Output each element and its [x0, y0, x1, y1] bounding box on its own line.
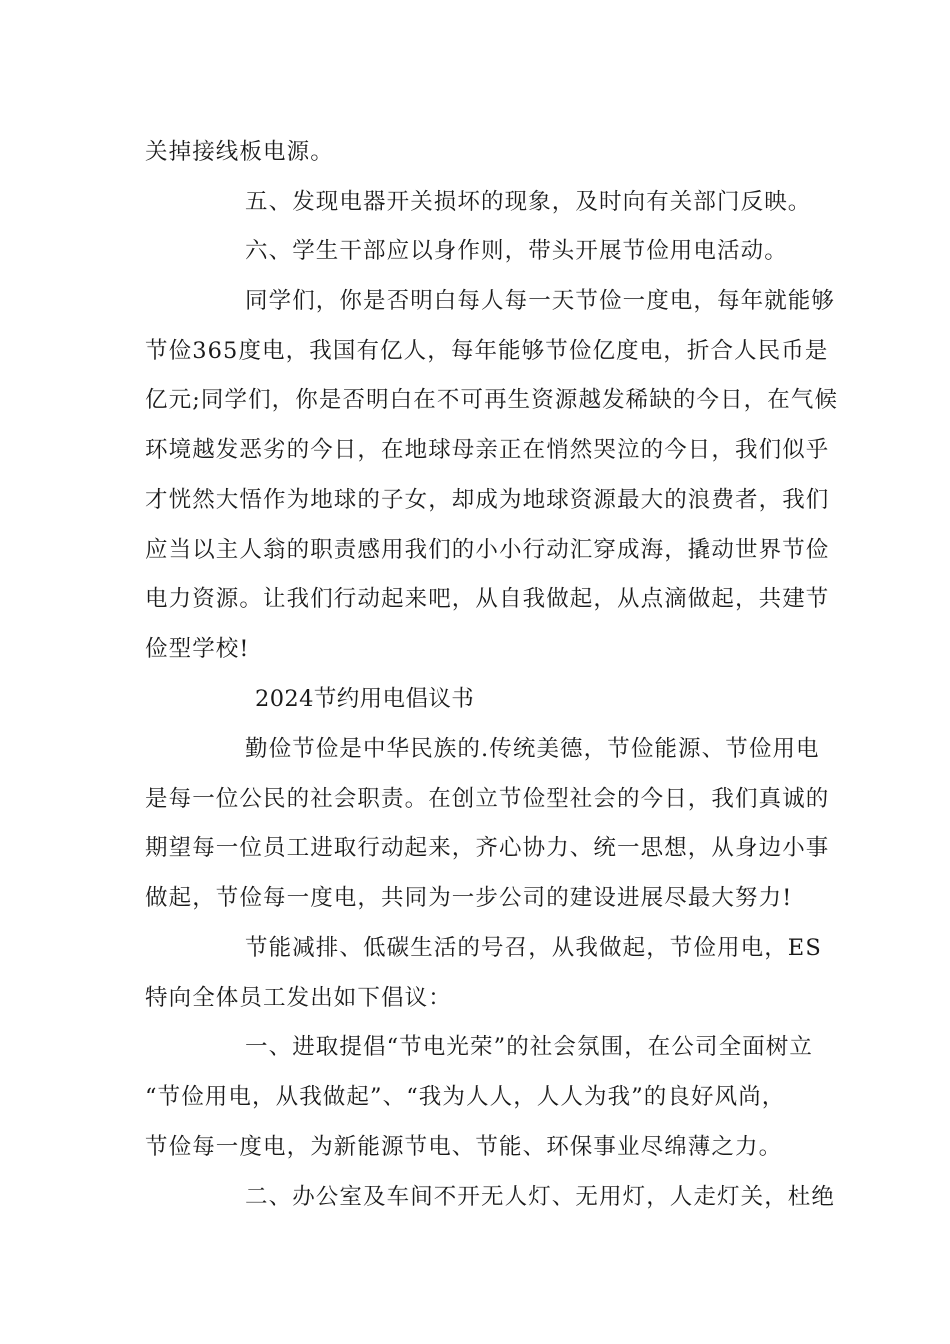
list-item-5: 五、发现电器开关损坏的现象，及时向有关部门反映。 — [245, 189, 812, 215]
paragraph-start-line: 同学们，你是否明白每人每一天节俭一度电，每年就能够 — [245, 288, 836, 314]
body-text-line: 节俭365度电，我国有亿人，每年能够节俭亿度电，折合人民币是 — [145, 338, 829, 364]
section-title: 2024节约用电倡议书 — [255, 686, 475, 712]
body-text-line: 特向全体员工发出如下倡议： — [145, 985, 452, 1011]
body-text-line: “节俭用电，从我做起”、“我为人人，人人为我”的良好风尚， — [145, 1084, 786, 1110]
body-text-line: 节俭每一度电，为新能源节电、节能、环保事业尽绵薄之力。 — [145, 1134, 783, 1160]
list-item-6: 六、学生干部应以身作则，带头开展节俭用电活动。 — [245, 238, 788, 264]
body-text-line: 亿元;同学们，你是否明白在不可再生资源越发稀缺的今日，在气候 — [145, 387, 839, 413]
body-text-line: 环境越发恶劣的今日，在地球母亲正在悄然哭泣的今日，我们似乎 — [145, 437, 830, 463]
body-text-line: 才恍然大悟作为地球的子女，却成为地球资源最大的浪费者，我们 — [145, 487, 830, 513]
body-text-line: 做起，节俭每一度电，共同为一步公司的建设进展尽最大努力! — [145, 885, 793, 911]
paragraph-start-line: 节能减排、低碳生活的号召，从我做起，节俭用电，ES — [245, 935, 822, 961]
body-text-line: 应当以主人翁的职责感用我们的小小行动汇穿成海，撬动世界节俭 — [145, 537, 830, 563]
paragraph-start-line: 勤俭节俭是中华民族的.传统美德，节俭能源、节俭用电 — [245, 736, 820, 762]
list-item-1: 一、进取提倡“节电光荣”的社会氛围，在公司全面树立 — [245, 1034, 814, 1060]
body-text-line: 期望每一位员工进取行动起来，齐心协力、统一思想，从身边小事 — [145, 835, 830, 861]
list-item-2: 二、办公室及车间不开无人灯、无用灯，人走灯关，杜绝 — [245, 1184, 836, 1210]
body-text-line: 关掉接线板电源。 — [145, 139, 334, 165]
body-text-line: 电力资源。让我们行动起来吧，从自我做起，从点滴做起，共建节 — [145, 586, 830, 612]
body-text-line: 是每一位公民的社会职责。在创立节俭型社会的今日，我们真诚的 — [145, 786, 830, 812]
body-text-line: 俭型学校! — [145, 636, 250, 662]
